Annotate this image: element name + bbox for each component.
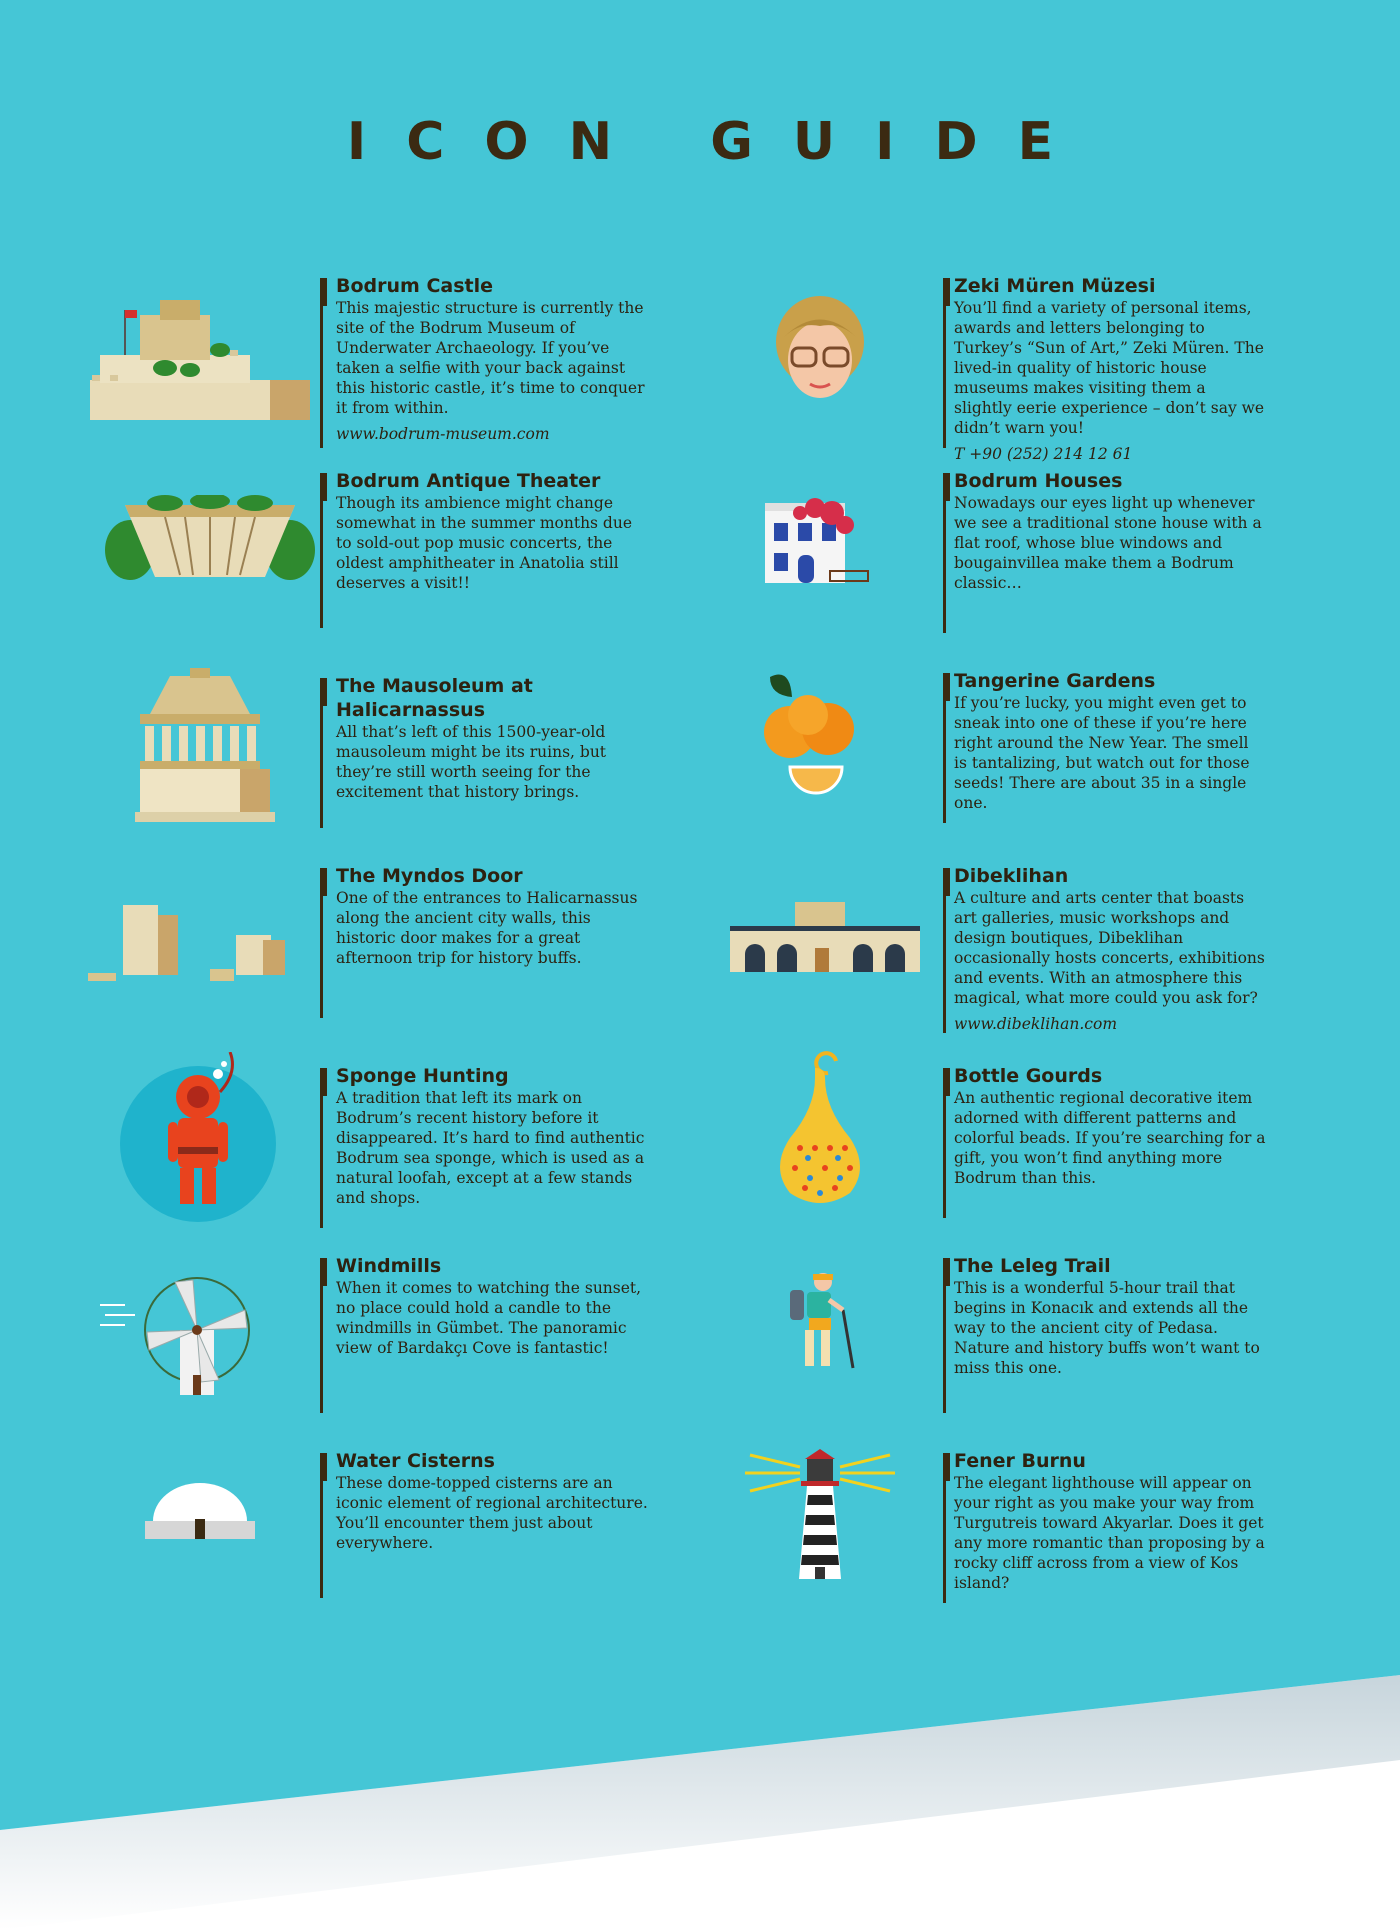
cistern-icon xyxy=(145,1483,255,1547)
entry-title: Zeki Müren Müzesi xyxy=(954,275,1156,297)
accent-bar-cap xyxy=(943,278,950,306)
entry-zeki-muren-muzesi xyxy=(700,270,1400,463)
portrait-icon xyxy=(770,292,870,416)
entry-title: The Myndos Door xyxy=(336,865,523,887)
entry-dibeklihan xyxy=(700,860,1400,1050)
diver-icon xyxy=(120,1052,280,1226)
entry-description: This is a wonderful 5-hour trail that begins in Konacık and extends all the way to the ancient city of Pedasa. Nature and history buffs won’t want to miss this one. xyxy=(954,1279,1260,1377)
ruins-icon xyxy=(88,895,303,989)
entry-description: Nowadays our eyes light up whenever we see a traditional stone house with a flat roof, whose blue windows and bougainvillea make them a Bodrum classic… xyxy=(954,494,1262,592)
entry-bottle-gourds xyxy=(700,1060,1400,1250)
entry-title: Bodrum Castle xyxy=(336,275,494,297)
entry-title: Water Cisterns xyxy=(336,1450,495,1472)
entry-phone-number: T +90 (252) 214 12 61 xyxy=(954,445,1133,463)
entry-title: The Leleg Trail xyxy=(954,1255,1111,1277)
entry-title: Sponge Hunting xyxy=(336,1065,509,1087)
entry-description: All that’s left of this 1500-year-old mausoleum might be its ruins, but they’re still worth seeing for the excitement that history brings. xyxy=(336,723,607,801)
entry-description: When it comes to watching the sunset, no place could hold a candle to the windmills in Gümbet. The panoramic view of Bardakçı Cove is fantastic! xyxy=(336,1279,642,1357)
entry-water-cisterns xyxy=(0,1445,700,1635)
entry-sponge-hunting xyxy=(0,1060,700,1250)
entry-title: Bottle Gourds xyxy=(954,1065,1103,1087)
entry-title: Tangerine Gardens xyxy=(954,670,1156,692)
accent-bar-cap xyxy=(320,1068,327,1096)
entry-description: You’ll find a variety of personal items, awards and letters belonging to Turkey’s “Sun of Art,” Zeki Müren. The lived-in quality of historic house museums makes visiting them a slightly eerie experience – don’t say we didn’t warn you! xyxy=(954,299,1265,437)
entry-description: A culture and arts center that boasts art galleries, music workshops and design boutiques, Dibeklihan occasionally hosts concerts, exhibitions and events. With an atmosphere this magical, what more could you ask for? xyxy=(954,889,1265,1007)
entry-description: A tradition that left its mark on Bodrum’s recent history before it disappeared. It’s hard to find authentic Bodrum sea sponge, which is used as a natural loofah, except at a few stands and shops. xyxy=(336,1089,645,1207)
entry-title: The Mausoleum at Halicarnassus xyxy=(336,675,533,721)
lighthouse-icon xyxy=(745,1447,895,1591)
entry-leleg-trail xyxy=(700,1250,1400,1440)
page-title: ICON GUIDE xyxy=(346,112,1094,172)
entry-bodrum-castle xyxy=(0,270,700,460)
accent-bar-cap xyxy=(320,278,327,306)
entry-description: An authentic regional decorative item adorned with different patterns and colorful beads. If you’re searching for a gift, you won’t find anything more Bodrum than this. xyxy=(954,1089,1266,1187)
accent-bar-cap xyxy=(943,673,950,701)
entry-description: If you’re lucky, you might even get to sneak into one of these if you’re here right around the New Year. The smell is tantalizing, but watch out for those seeds! There are about 35 in a single one. xyxy=(954,694,1250,812)
house-icon xyxy=(760,493,870,592)
amphitheater-icon xyxy=(105,495,315,589)
entry-fener-burnu xyxy=(700,1445,1400,1635)
entry-website-link[interactable]: www.dibeklihan.com xyxy=(954,1015,1118,1033)
accent-bar-cap xyxy=(320,1453,327,1481)
entry-myndos-door xyxy=(0,860,700,1050)
entry-description: The elegant lighthouse will appear on your right as you make your way from Turgutreis toward Akyarlar. Does it get any more romantic than proposing by a rocky cliff across from a view of Kos island? xyxy=(954,1474,1265,1592)
entry-bodrum-antique-theater xyxy=(0,465,700,655)
entry-windmills xyxy=(0,1250,700,1440)
accent-bar-cap xyxy=(320,473,327,501)
accent-bar-cap xyxy=(943,1068,950,1096)
entry-description: Though its ambience might change somewhat in the summer months due to sold-out pop music concerts, the oldest amphitheater in Anatolia still deserves a visit!! xyxy=(336,494,633,592)
accent-bar-cap xyxy=(320,868,327,896)
culture-center-icon xyxy=(725,900,925,984)
entry-website-link[interactable]: www.bodrum-museum.com xyxy=(336,425,550,443)
accent-bar-cap xyxy=(320,678,327,706)
accent-bar-cap xyxy=(943,868,950,896)
entry-title: Fener Burnu xyxy=(954,1450,1086,1472)
castle-icon xyxy=(80,290,320,434)
entry-tangerine-gardens xyxy=(700,665,1400,855)
hiker-icon xyxy=(785,1272,865,1376)
mausoleum-icon xyxy=(120,664,280,828)
accent-bar-cap xyxy=(943,473,950,501)
accent-bar-cap xyxy=(943,1453,950,1481)
entry-bodrum-houses xyxy=(700,465,1400,655)
entry-mausoleum-halicarnassus xyxy=(0,670,700,860)
entry-description: These dome-topped cisterns are an iconic element of regional architecture. You’ll encounter them just about everywhere. xyxy=(336,1474,648,1552)
windmill-icon xyxy=(95,1270,265,1404)
gourd-icon xyxy=(770,1048,870,1212)
accent-bar-cap xyxy=(943,1258,950,1286)
entry-description: This majestic structure is currently the site of the Bodrum Museum of Underwater Archaeology. If you’ve taken a selfie with your back against this historic castle, it’s time to conquer it from within. xyxy=(336,299,645,417)
entry-title: Bodrum Antique Theater xyxy=(336,470,601,492)
entry-description: One of the entrances to Halicarnassus along the ancient city walls, this historic door makes for a great afternoon trip for history buffs. xyxy=(336,889,638,967)
entry-title: Windmills xyxy=(336,1255,442,1277)
tangerine-icon xyxy=(750,667,870,801)
entry-title: Bodrum Houses xyxy=(954,470,1123,492)
accent-bar-cap xyxy=(320,1258,327,1286)
entry-title: Dibeklihan xyxy=(954,865,1069,887)
